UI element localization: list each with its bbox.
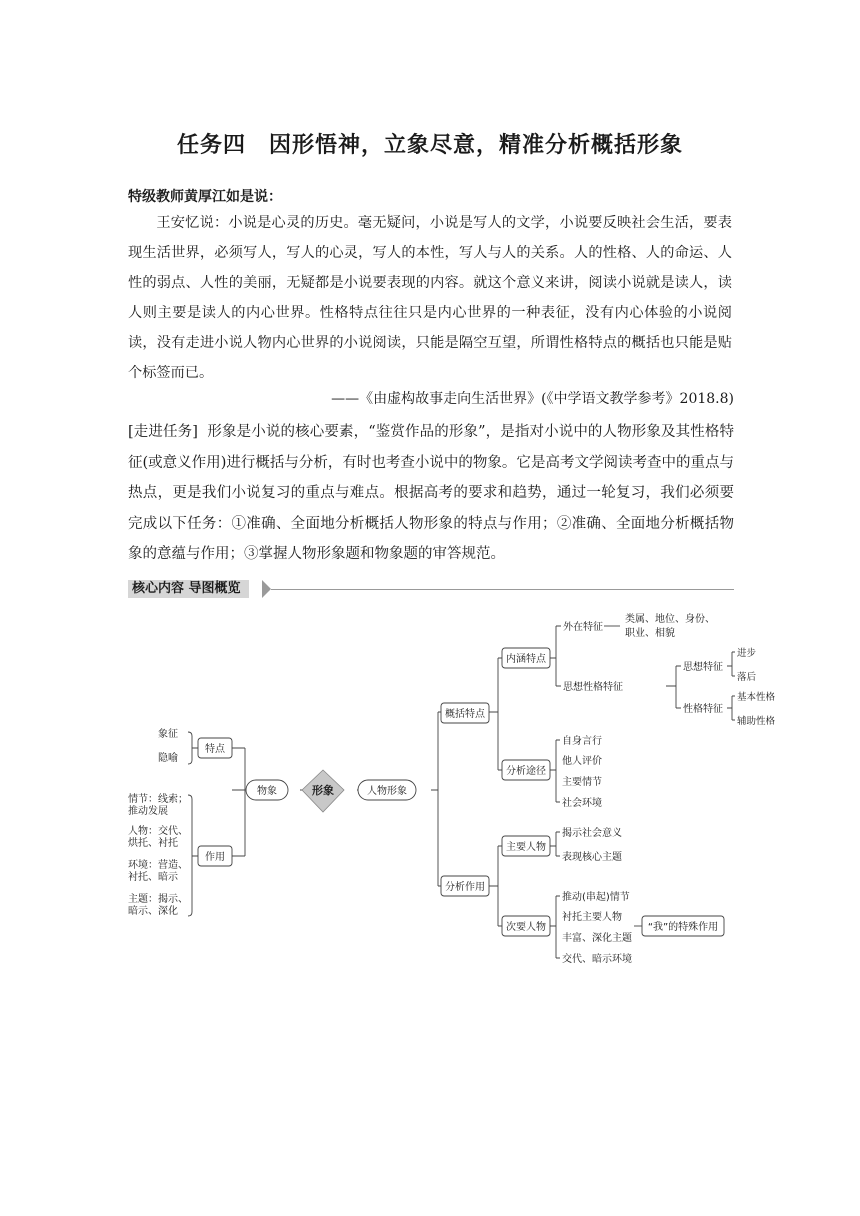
minor-item: 丰富、深化主题 <box>562 933 632 944</box>
quote-source: ——《由虚构故事走向生活世界》(《中学语文教学参考》2018.8) <box>331 391 734 407</box>
function-item: 推动发展 <box>128 806 168 817</box>
function-item: 主题：揭示、 <box>128 894 188 905</box>
svg-text:“我”的特殊作用: “我”的特殊作用 <box>647 922 719 933</box>
minor-item: 推动(串起)情节 <box>562 892 630 903</box>
divider-line <box>271 589 734 590</box>
page-title: 任务四 因形悟神，立象尽意，精准分析概括形象 <box>176 133 683 158</box>
task-text: 形象是小说的核心要素，“鉴赏作品的形象”，是指对小说中的人物形象及其性格特征(或意义作用)进行概括与分析，有时也考查小说中的物象。它是高考文学阅读考查中的重点与热点，更是我们小说复习的重点与难点。根据高考的要求和趋势，通过一轮复习，我们必须要完成以下任务：①准确、全面地分析概括人物形象的特点与作用；②准确、全面地分析概括物象的意蕴与作用；③掌握人物形象题和物象题的审答规范。 <box>128 424 735 562</box>
function-item: 衬托、暗示 <box>128 872 178 883</box>
feature-item: 象征 <box>158 729 178 740</box>
core-content-label: 核心内容 导图概览 <box>128 580 249 598</box>
personality-label: 性格特征 <box>683 704 723 715</box>
function-item: 暗示、深化 <box>128 906 178 917</box>
svg-text:主要人物: 主要人物 <box>506 842 546 853</box>
svg-text:形象: 形象 <box>312 784 334 797</box>
summarize-node <box>441 703 489 723</box>
character-node <box>358 780 416 800</box>
feature-node <box>198 738 232 758</box>
core-content-bar <box>128 578 734 600</box>
center-node <box>302 770 344 812</box>
task-label: [走进任务] <box>128 424 198 440</box>
function-item: 烘托、衬托 <box>128 838 178 849</box>
thought-item: 进步 <box>737 648 757 659</box>
external-label: 外在特征 <box>563 622 603 633</box>
svg-text:人物形象: 人物形象 <box>367 786 407 797</box>
wo-node <box>642 916 724 936</box>
teacher-heading: 特级教师黄厚江如是说： <box>128 189 282 205</box>
task-paragraph <box>128 417 734 570</box>
feature-item: 隐喻 <box>158 753 178 764</box>
approach-item: 他人评价 <box>562 756 602 767</box>
major-item: 表现核心主题 <box>562 852 622 863</box>
thought-item: 落后 <box>737 672 757 683</box>
function-node <box>198 846 232 866</box>
external-item: 类属、地位、身份、 <box>625 614 715 625</box>
major-node <box>502 836 550 856</box>
external-item: 职业、相貌 <box>625 628 675 639</box>
function-item: 环境：营造、 <box>128 860 188 871</box>
svg-text:分析途径: 分析途径 <box>506 766 546 777</box>
personality-item: 辅助性格 <box>737 716 776 727</box>
function-item: 人物：交代、 <box>128 826 188 837</box>
svg-text:次要人物: 次要人物 <box>506 922 546 933</box>
quote-paragraph: 王安忆说：小说是心灵的历史。毫无疑问，小说是写人的文学，小说要反映社会生活，要表现生活世界，必须写人，写人的心灵，写人的本性，写人与人的关系。人的性格、人的命运、人性的弱点、人性的美丽，无疑都是小说要表现的内容。就这个意义来讲，阅读小说就是读人，读人则主要是读人的内心世界。性格特点往往只是内心世界的一种表征，没有内心体验的小说阅读，没有走进小说人物内心世界的小说阅读，只能是隔空互望，所谓性格特点的概括也只能是贴个标签而已。 <box>128 215 732 381</box>
approach-item: 主要情节 <box>562 777 602 788</box>
svg-text:分析作用: 分析作用 <box>445 882 485 893</box>
approach-item: 自身言行 <box>562 736 602 747</box>
major-item: 揭示社会意义 <box>562 828 622 839</box>
triangle-arrow-icon <box>262 580 271 598</box>
thought-label: 思想特征 <box>683 662 723 673</box>
personality-item: 基本性格 <box>737 692 776 703</box>
svg-text:特点: 特点 <box>205 744 225 755</box>
minor-item: 交代、暗示环境 <box>562 954 632 965</box>
approach-item: 社会环境 <box>562 798 602 809</box>
minor-node <box>502 916 550 936</box>
function-item: 情节：线索； <box>128 794 188 805</box>
object-node <box>246 780 288 800</box>
minor-item: 衬托主要人物 <box>562 912 622 923</box>
analyze-node <box>441 876 489 896</box>
approach-node <box>502 760 550 780</box>
svg-text:内涵特点: 内涵特点 <box>506 654 546 665</box>
svg-text:物象: 物象 <box>257 786 277 797</box>
svg-text:概括特点: 概括特点 <box>445 709 485 720</box>
mental-label: 思想性格特征 <box>563 682 623 693</box>
mind-map-diagram <box>120 600 776 970</box>
connotation-node <box>502 648 550 668</box>
svg-text:作用: 作用 <box>205 852 225 863</box>
